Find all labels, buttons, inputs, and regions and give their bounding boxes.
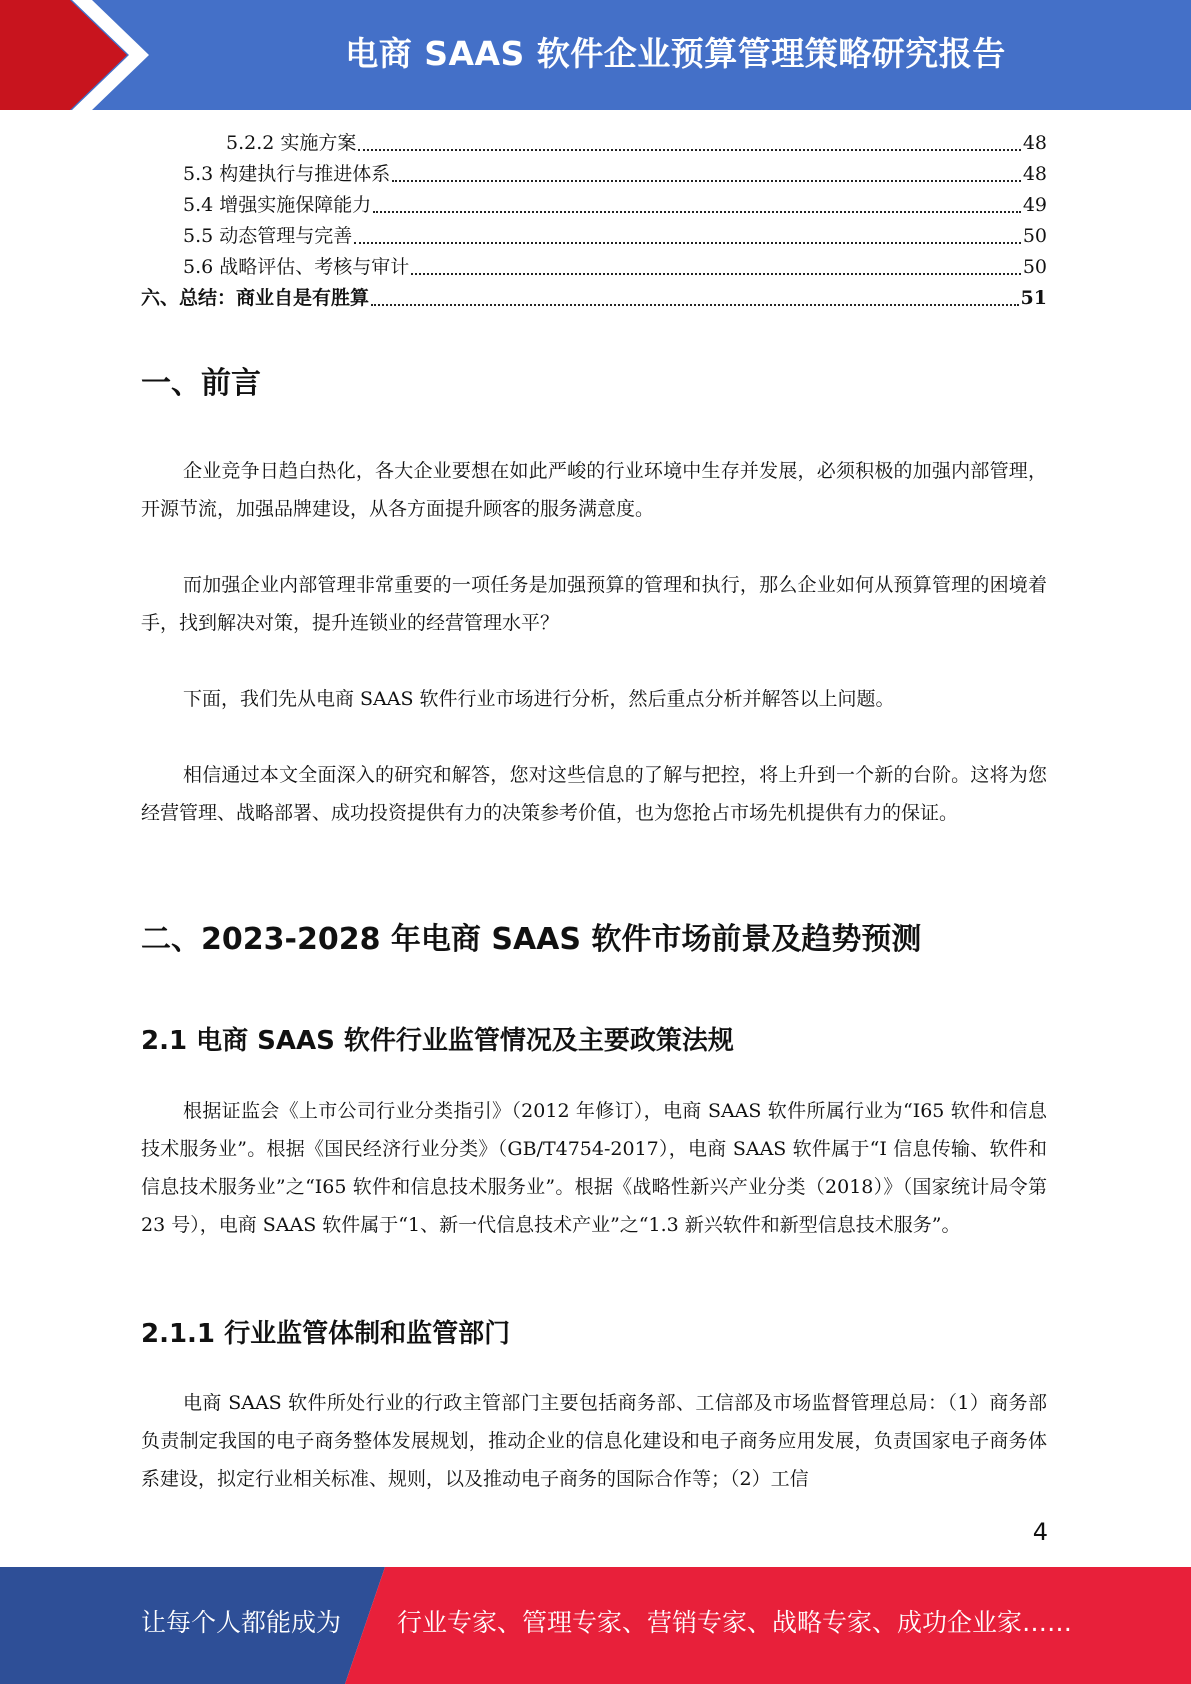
- toc-entry-page: 50: [1022, 225, 1047, 247]
- subsection-heading-regulation: 2.1 电商 SAAS 软件行业监管情况及主要政策法规: [141, 1026, 734, 1056]
- toc-entry[interactable]: [141, 128, 1047, 159]
- footer-slogan-right: 行业专家、管理专家、营销专家、战略专家、成功企业家……: [397, 1608, 1073, 1637]
- body-paragraph: 电商 SAAS 软件所处行业的行政主管部门主要包括商务部、工信部及市场监督管理总局：（1）商务部负责制定我国的电子商务整体发展规划，推动企业的信息化建设和电子商务应用发展，负责国家电子商务体系建设，拟定行业相关标准、规则，以及推动电子商务的国际合作等；（2）工信: [141, 1392, 1047, 1490]
- toc-entry-label: 5.6 战略评估、考核与审计: [183, 256, 410, 278]
- document-title: 电商 SAAS 软件企业预算管理策略研究报告: [345, 34, 1006, 73]
- toc-entry-page: 50: [1022, 256, 1047, 278]
- body-paragraph: 而加强企业内部管理非常重要的一项任务是加强预算的管理和执行，那么企业如何从预算管理的困境着手，找到解决对策，提升连锁业的经营管理水平？: [141, 574, 1047, 634]
- toc-entry-page: 51: [1020, 287, 1047, 309]
- toc-leader-dots: [371, 304, 1019, 306]
- toc-entry[interactable]: [141, 283, 1047, 314]
- toc-entry-label: 5.4 增强实施保障能力: [183, 194, 372, 216]
- header-arrow-decoration: [0, 0, 150, 110]
- toc-leader-dots: [373, 211, 1021, 213]
- toc-entry[interactable]: [141, 221, 1047, 252]
- body-paragraph: 相信通过本文全面深入的研究和解答，您对这些信息的了解与把控，将上升到一个新的台阶。这将为您经营管理、战略部署、成功投资提供有力的决策参考价值，也为您抢占市场先机提供有力的保证。: [141, 764, 1047, 824]
- toc-entry-page: 48: [1022, 163, 1047, 185]
- footer-banner: [0, 1567, 1191, 1684]
- toc-entry-label: 5.3 构建执行与推进体系: [183, 163, 391, 185]
- body-paragraph: 企业竞争日趋白热化，各大企业要想在如此严峻的行业环境中生存并发展，必须积极的加强内部管理，开源节流，加强品牌建设，从各方面提升顾客的服务满意度。: [141, 460, 1047, 520]
- footer-slogan-left: 让每个人都能成为: [141, 1608, 342, 1637]
- subsubsection-heading-regulators: 2.1.1 行业监管体制和监管部门: [141, 1319, 511, 1349]
- table-of-contents: [141, 128, 1047, 314]
- toc-entry[interactable]: [141, 252, 1047, 283]
- section-heading-intro: 一、前言: [141, 366, 261, 401]
- toc-leader-dots: [411, 273, 1021, 275]
- toc-entry-label: 六、总结：商业自是有胜算: [141, 287, 370, 309]
- page-number: 4: [1032, 1518, 1048, 1546]
- toc-entry[interactable]: [141, 190, 1047, 221]
- toc-entry-label: 5.2.2 实施方案: [226, 132, 357, 154]
- body-paragraph: 下面，我们先从电商 SAAS 软件行业市场进行分析，然后重点分析并解答以上问题。: [183, 688, 895, 710]
- toc-entry[interactable]: [141, 159, 1047, 190]
- toc-entry-page: 48: [1022, 132, 1047, 154]
- toc-leader-dots: [358, 149, 1020, 151]
- toc-entry-page: 49: [1022, 194, 1047, 216]
- toc-leader-dots: [392, 180, 1021, 182]
- section-heading-market-outlook: 二、2023-2028 年电商 SAAS 软件市场前景及趋势预测: [141, 922, 922, 957]
- toc-entry-label: 5.5 动态管理与完善: [183, 225, 353, 247]
- toc-leader-dots: [354, 242, 1021, 244]
- body-paragraph: 根据证监会《上市公司行业分类指引》（2012 年修订），电商 SAAS 软件所属行业为“I65 软件和信息技术服务业”。根据《国民经济行业分类》（GB/T4754-2017），电商 SAAS 软件属于“I 信息传输、软件和信息技术服务业”之“I65 软件和信息技术服务业”。根据《战略性新兴产业分类（2018）》（国家统计局令第 23 号），电商 SAAS 软件属于“1、新一代信息技术产业”之“1.3 新兴软件和新型信息技术服务”。: [141, 1100, 1047, 1236]
